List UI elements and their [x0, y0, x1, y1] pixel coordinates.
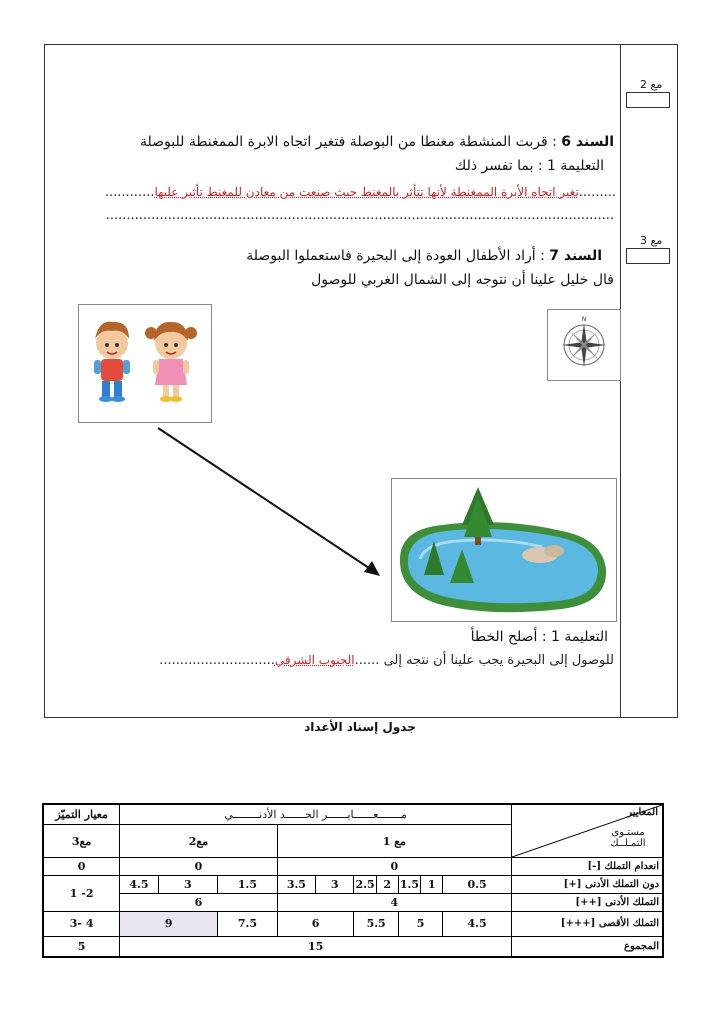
max-c2-2: 9 [120, 911, 218, 936]
grading-table [42, 803, 664, 958]
header-c1: مع 1 [277, 825, 511, 858]
max-c1-3: 5.5 [354, 911, 398, 936]
section7-dots-end: ............................ [159, 653, 275, 668]
section6-document [140, 134, 614, 150]
section7-line-2: فال خليل علينا أن نتوجه إلى الشمال الغربي للوصول [311, 272, 614, 288]
below-c2-2: 3 [158, 875, 218, 894]
header-criteria: المعايير [627, 807, 658, 818]
section6-answer-line-2[interactable]: ........................................................................................................................... [105, 208, 614, 223]
row-label-min: التملك الأدنى [++] [511, 894, 663, 912]
header-criteria-level [511, 804, 663, 858]
header-excellence: معيار التميّز [43, 804, 120, 825]
header-level: مستـوى التمـلــك [610, 827, 646, 849]
max-c1-1: 4.5 [443, 911, 512, 936]
lake-with-trees-illustration [392, 479, 616, 621]
row-label-none: انعدام التملك [-] [511, 858, 663, 876]
section7-answer-prefix: للوصول إلى البحيرة يجب علينا أن نتجه إلى [383, 653, 614, 668]
below-c1-1: 0.5 [443, 875, 512, 894]
total-c12: 15 [120, 936, 512, 957]
lake-image [391, 478, 617, 622]
below-c1-2: 1 [421, 875, 443, 894]
section6-answer-line[interactable] [105, 185, 616, 200]
section7-handwritten-answer: الجنوب الشرقي [274, 653, 355, 667]
compass-rose-icon [548, 310, 620, 380]
min-c3: 3- 4 [43, 911, 120, 936]
none-c3: 0 [43, 858, 120, 876]
row-label-below: دون التملك الأدنى [+] [511, 875, 663, 894]
below-c3: 1 -2 [43, 875, 120, 911]
criterion-2-label: مع 2 [640, 78, 663, 91]
direction-arrow [150, 420, 390, 585]
none-c2: 0 [120, 858, 277, 876]
children-illustration [79, 305, 211, 422]
svg-text:N: N [581, 316, 587, 323]
total-c3: 5 [43, 936, 120, 957]
below-c2-1: 1.5 [218, 875, 278, 894]
below-c1-4: 2 [376, 875, 398, 894]
section6-doc-text: : قربت المنشطة مغنطا من البوصلة فتغير اتجاه الابرة الممغنطة للبوصلة [139, 134, 557, 150]
max-c1-4: 6 [277, 911, 354, 936]
section6-doc-label: السند 6 [561, 134, 614, 150]
max-c2-1: 7.5 [218, 911, 278, 936]
grading-table-title: جدول إسناد الأعداد [304, 720, 416, 734]
section7-doc-text: : أراد الأطفال العودة إلى البحيرة فاستعملوا البوصلة [246, 248, 545, 264]
row-label-total: المجموع [511, 936, 663, 957]
min-c1: 4 [277, 894, 511, 912]
children-image [78, 304, 212, 423]
below-c2-3: 4.5 [120, 875, 158, 894]
criterion-2-score-box[interactable] [626, 92, 670, 108]
header-c3: مع3 [43, 825, 120, 858]
section6-instruction: التعليمة 1 : بما تفسر ذلك [454, 158, 604, 174]
below-c1-5: 2.5 [354, 875, 376, 894]
min-c2: 6 [120, 894, 277, 912]
section7-dots-start: ...... [354, 653, 380, 668]
section6-dots-start: ......... [578, 185, 616, 200]
section7-doc-label: السند 7 [549, 248, 602, 264]
header-c2: مع2 [120, 825, 277, 858]
max-c1-2: 5 [398, 911, 442, 936]
compass-image [547, 309, 621, 381]
below-c1-7: 3.5 [277, 875, 315, 894]
section6-dots-end: ............ [104, 185, 155, 200]
section7-instruction: التعليمة 1 : أصلح الخطأ [470, 629, 608, 645]
criterion-3-score-box[interactable] [626, 248, 670, 264]
none-c1: 0 [277, 858, 511, 876]
below-c1-6: 3 [316, 875, 354, 894]
section7-answer-line[interactable] [159, 653, 614, 668]
row-label-max: التملك الأقصى [+++] [511, 911, 663, 936]
criterion-3-label: مع 3 [640, 234, 663, 247]
section6-handwritten-answer: تغير اتجاه الأبرة الممغنطة لأنها تتأثر بالمغنط حيث صنعت من معادن للمغنط تأثير عليها [154, 185, 579, 199]
header-minimum-criteria: مـــــــعــــــايــــــر الحــــــد الأدنــــــــي [120, 804, 512, 825]
below-c1-3: 1.5 [398, 875, 420, 894]
section7-document [246, 248, 602, 264]
